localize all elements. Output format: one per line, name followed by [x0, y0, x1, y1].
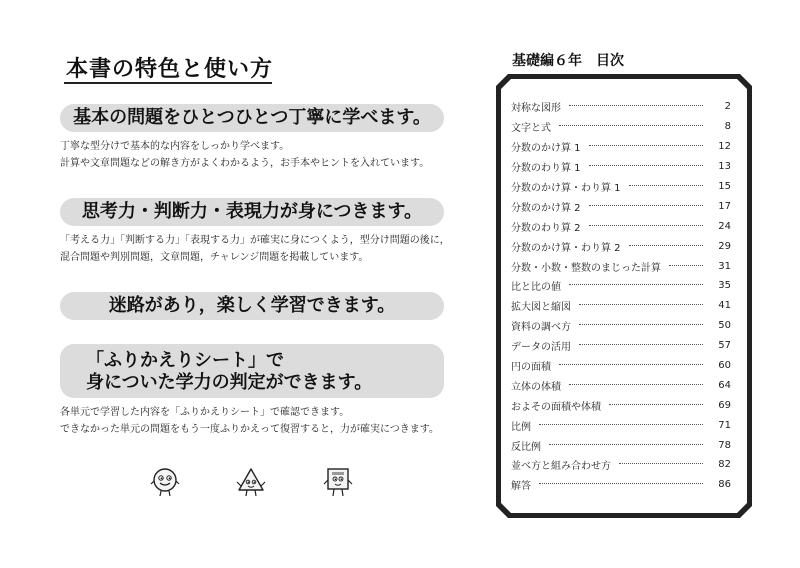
toc-item-label: 比例: [511, 421, 531, 433]
toc-item-page: 57: [718, 340, 731, 352]
toc-item-label: およその面積や体積: [511, 401, 601, 413]
toc-item-label: 資料の調べ方: [511, 322, 571, 334]
toc-item[interactable]: [511, 415, 731, 435]
feature-desc-basic: [60, 138, 429, 172]
feature-heading-basic: [60, 104, 444, 132]
toc-leader-dots: [669, 265, 703, 266]
desc-line: できなかった単元の問題をもう一度ふりかえって復習すると，力が確実につきます。: [60, 424, 439, 435]
toc-item[interactable]: [511, 97, 731, 117]
toc-item-label: 立体の体積: [511, 381, 561, 393]
toc-item-page: 86: [718, 479, 731, 491]
toc-item-page: 35: [718, 280, 731, 292]
toc-item-label: 分数のわり算 1: [511, 163, 581, 175]
toc-leader-dots: [559, 364, 703, 365]
toc-item-label: 分数のかけ算・わり算 1: [511, 183, 621, 194]
toc-leader-dots: [569, 105, 703, 106]
desc-line: 「考える力」「判断する力」「表現する力」が確実に身につくよう，型分け問題の後に，: [60, 235, 450, 246]
toc-leader-dots: [539, 424, 703, 425]
toc-item[interactable]: [511, 475, 731, 495]
toc-item[interactable]: [511, 157, 731, 177]
feature-heading-text: 迷路があり，楽しく学習できます。: [108, 295, 396, 316]
feature-heading-text: 身についた学力の判定ができます。: [86, 372, 373, 393]
toc-item[interactable]: [511, 375, 731, 395]
toc-leader-dots: [619, 463, 703, 464]
toc-leader-dots: [579, 344, 703, 345]
feature-heading-thinking: [60, 198, 444, 226]
toc-item-label: 円の面積: [511, 362, 551, 374]
toc-item-page: 13: [718, 161, 731, 173]
toc-item[interactable]: [511, 137, 731, 157]
circle-mascot-icon: [150, 466, 180, 498]
toc-leader-dots: [609, 404, 703, 405]
toc-item[interactable]: [511, 236, 731, 256]
toc-item[interactable]: [511, 216, 731, 236]
toc-item-label: 比と比の値: [511, 282, 561, 294]
title-underline: [64, 82, 272, 84]
toc-leader-dots: [539, 483, 703, 484]
toc-item-page: 31: [718, 260, 731, 272]
toc-item[interactable]: [511, 356, 731, 376]
toc-item-label: 対称な図形: [511, 103, 561, 115]
toc-item-page: 15: [718, 181, 731, 192]
toc-item-label: 文字と式: [511, 123, 551, 135]
feature-heading-text: 基本の問題をひとつひとつ丁寧に学べます。: [73, 107, 431, 128]
toc-item-label: データの活用: [511, 342, 571, 354]
toc-item-label: 分数のわり算 2: [511, 222, 581, 234]
toc-item-page: 41: [718, 300, 731, 312]
toc-item-page: 64: [718, 379, 731, 391]
toc-leader-dots: [589, 205, 703, 206]
toc-item-page: 82: [718, 459, 731, 471]
feature-heading-text: 思考力・判断力・表現力が身につきます。: [81, 201, 423, 222]
toc-leader-dots: [589, 165, 703, 166]
toc-item[interactable]: [511, 395, 731, 415]
toc-item-label: 拡大図と縮図: [511, 302, 571, 314]
desc-line: 各単元で学習した内容を「ふりかえりシート」で確認できます。: [60, 407, 350, 418]
desc-line: 計算や文章問題などの解き方がよくわかるよう，お手本やヒントを入れています。: [60, 158, 430, 169]
toc-item[interactable]: [511, 177, 731, 197]
toc-heading: 基礎編６年 目次: [512, 53, 624, 69]
toc-leader-dots: [579, 304, 703, 305]
feature-heading-maze: [60, 292, 444, 320]
toc-item[interactable]: [511, 296, 731, 316]
triangle-mascot-icon: [236, 466, 266, 498]
desc-line: 丁寧な型分けで基本的な内容をしっかり学べます。: [60, 141, 290, 152]
toc-item[interactable]: [511, 435, 731, 455]
toc-leader-dots: [569, 384, 703, 385]
toc-item-label: 分数のかけ算 1: [511, 143, 581, 155]
toc-leader-dots: [549, 444, 703, 445]
desc-line: 混合問題や判別問題，文章問題，チャレンジ問題を掲載しています。: [60, 252, 369, 263]
toc-item[interactable]: [511, 196, 731, 216]
toc-item-page: 17: [718, 200, 731, 212]
toc-item[interactable]: [511, 256, 731, 276]
feature-heading-review: [60, 344, 444, 398]
toc-item-page: 29: [718, 240, 731, 252]
toc-item-page: 71: [718, 419, 731, 431]
toc-item-page: 60: [718, 360, 731, 372]
toc-item-page: 69: [718, 399, 731, 411]
toc-leader-dots: [579, 324, 703, 325]
toc-item-page: 50: [718, 320, 731, 332]
toc-item-page: 78: [718, 439, 731, 451]
toc-leader-dots: [569, 284, 703, 285]
toc-item-page: 12: [718, 141, 731, 153]
toc-item[interactable]: [511, 316, 731, 336]
toc-item-page: 2: [724, 101, 731, 113]
toc-leader-dots: [559, 125, 703, 126]
feature-desc-review: [60, 404, 439, 438]
toc-leader-dots: [589, 225, 703, 226]
toc-item-label: 並べ方と組み合わせ方: [511, 461, 611, 473]
toc-item-label: 分数のかけ算・わり算 2: [511, 242, 621, 254]
toc-item[interactable]: [511, 336, 731, 356]
toc-list: [511, 97, 731, 495]
toc-item-label: 分数・小数・整数のまじった計算: [511, 262, 661, 274]
toc-leader-dots: [589, 145, 703, 146]
toc-item-label: 反比例: [511, 441, 541, 453]
toc-item[interactable]: [511, 117, 731, 137]
toc-item-page: 8: [724, 121, 731, 133]
toc-item-label: 分数のかけ算 2: [511, 202, 581, 214]
toc-item-label: 解答: [511, 481, 531, 493]
toc-leader-dots: [629, 245, 703, 246]
toc-item[interactable]: [511, 455, 731, 475]
toc-item[interactable]: [511, 276, 731, 296]
toc-leader-dots: [629, 185, 703, 186]
toc-item-page: 24: [718, 220, 731, 232]
page-title: 本書の特色と使い方: [66, 57, 274, 82]
feature-desc-thinking: [60, 232, 450, 266]
feature-heading-text: 「ふりかえりシート」で: [86, 350, 284, 371]
square-mascot-icon: [323, 466, 353, 498]
